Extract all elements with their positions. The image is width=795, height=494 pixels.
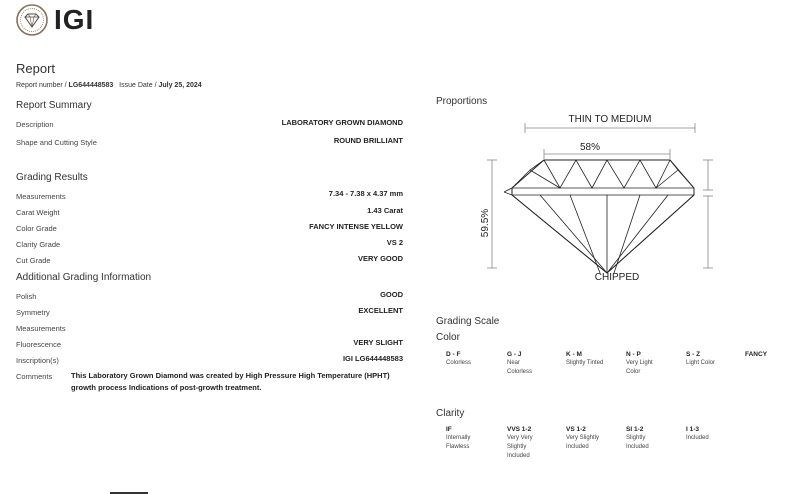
color-grade-desc: Colorless: [507, 369, 533, 375]
grading-label: Color Grade: [16, 224, 57, 233]
additional-value: VERY SLIGHT: [353, 338, 403, 347]
table-percent: 58%: [579, 142, 601, 153]
clarity-grade-desc: Slightly: [507, 444, 527, 450]
comments-text: [71, 370, 390, 394]
report-number: LG644448583: [68, 82, 114, 89]
color-grade-desc: Near: [507, 360, 521, 366]
clarity-grade-desc: Flawless: [446, 444, 470, 450]
additional-title: Additional Grading Information: [16, 272, 152, 283]
proportions-diagram: [440, 108, 740, 288]
grading-label: Carat Weight: [16, 208, 60, 217]
grading-value: VERY GOOD: [357, 254, 403, 263]
color-scale-item: [626, 350, 653, 377]
summary-label: Description: [16, 120, 54, 129]
diamond-profile-diagram: [440, 108, 740, 288]
clarity-scale-item: [446, 425, 470, 452]
color-grade-desc: Colorless: [446, 360, 472, 366]
diamond-seal-icon: [16, 4, 48, 36]
clarity-scale-item: [507, 425, 533, 461]
color-grade: G - J: [507, 351, 522, 358]
color-grade: S - Z: [686, 351, 701, 358]
logo-text: IGI: [54, 4, 95, 35]
clarity-scale-title: Clarity: [436, 408, 465, 419]
grading-scale-title: Grading Scale: [436, 316, 500, 327]
igi-logo: [16, 4, 98, 36]
grading-value: 7.34 - 7.38 x 4.37 mm: [328, 189, 403, 198]
color-grade: N - P: [626, 351, 641, 358]
additional-label: Symmetry: [16, 308, 50, 317]
grading-label: Clarity Grade: [16, 240, 61, 249]
grading-value: 1.43 Carat: [367, 206, 403, 215]
grading-label: Cut Grade: [16, 256, 51, 265]
clarity-grade-desc: Included: [566, 444, 589, 450]
color-grade: K - M: [566, 351, 582, 358]
summary-title: Report Summary: [16, 100, 92, 111]
girdle-label: THIN TO MEDIUM: [568, 114, 652, 125]
color-scale-item: [446, 350, 471, 368]
clarity-grade: I 1-3: [686, 426, 700, 433]
clarity-grade-desc: Included: [626, 444, 649, 450]
issue-date-label: Issue Date /: [119, 82, 157, 89]
color-grade: D - F: [446, 351, 461, 358]
clarity-grade-desc: Very Slightly: [566, 435, 600, 441]
grading-title: Grading Results: [16, 172, 88, 183]
color-grade-desc: Light Color: [686, 360, 716, 366]
clarity-grade: VVS 1-2: [507, 426, 532, 433]
clarity-grade-desc: Very Very: [507, 435, 533, 441]
proportions-title: Proportions: [436, 96, 488, 107]
report-meta: [16, 82, 202, 89]
additional-label: Fluorescence: [16, 340, 62, 349]
clarity-grade-desc: Included: [686, 435, 709, 441]
clarity-scale-item: [626, 425, 649, 452]
comments-line: growth process Indications of post-growth treatment.: [71, 383, 262, 392]
additional-label: Inscription(s): [16, 356, 59, 365]
clarity-grade-desc: Internally: [446, 435, 471, 441]
grading-value: FANCY INTENSE YELLOW: [309, 222, 403, 231]
clarity-grade: IF: [446, 426, 452, 433]
depth-percent: 59.5%: [480, 208, 491, 238]
color-scale-item: [566, 350, 603, 368]
grading-value: VS 2: [386, 238, 403, 247]
summary-value: LABORATORY GROWN DIAMOND: [281, 118, 403, 127]
color-scale-title: Color: [436, 332, 460, 343]
comments-line: This Laboratory Grown Diamond was created by High Pressure High Temperature (HPHT): [71, 371, 390, 380]
summary-label: Shape and Cutting Style: [16, 138, 97, 147]
additional-value: IGI LG644448583: [342, 354, 403, 363]
clarity-grade: SI 1-2: [626, 426, 644, 433]
color-scale-item: [745, 350, 767, 359]
additional-label: Measurements: [16, 324, 66, 333]
clarity-grade-desc: Slightly: [626, 435, 646, 441]
additional-value: GOOD: [380, 290, 403, 299]
color-scale-item: [686, 350, 715, 368]
clarity-grade-desc: Included: [507, 453, 530, 459]
additional-value: EXCELLENT: [358, 306, 403, 315]
culet-label: CHIPPED: [594, 272, 640, 283]
grading-label: Measurements: [16, 192, 66, 201]
clarity-grade: VS 1-2: [566, 426, 586, 433]
report-number-label: Report number /: [16, 82, 67, 89]
comments-label: Comments: [16, 372, 53, 381]
color-grade-desc: Color: [626, 369, 641, 375]
color-grade: FANCY: [745, 351, 768, 358]
clarity-scale-item: [686, 425, 709, 443]
color-scale-item: [507, 350, 532, 377]
summary-value: ROUND BRILLIANT: [333, 136, 403, 145]
additional-label: Polish: [16, 292, 37, 301]
clarity-scale-item: [566, 425, 599, 452]
issue-date: July 25, 2024: [158, 82, 202, 89]
color-grade-desc: Slightly Tinted: [566, 360, 604, 366]
report-title: Report: [16, 61, 56, 76]
color-grade-desc: Very Light: [626, 360, 653, 366]
